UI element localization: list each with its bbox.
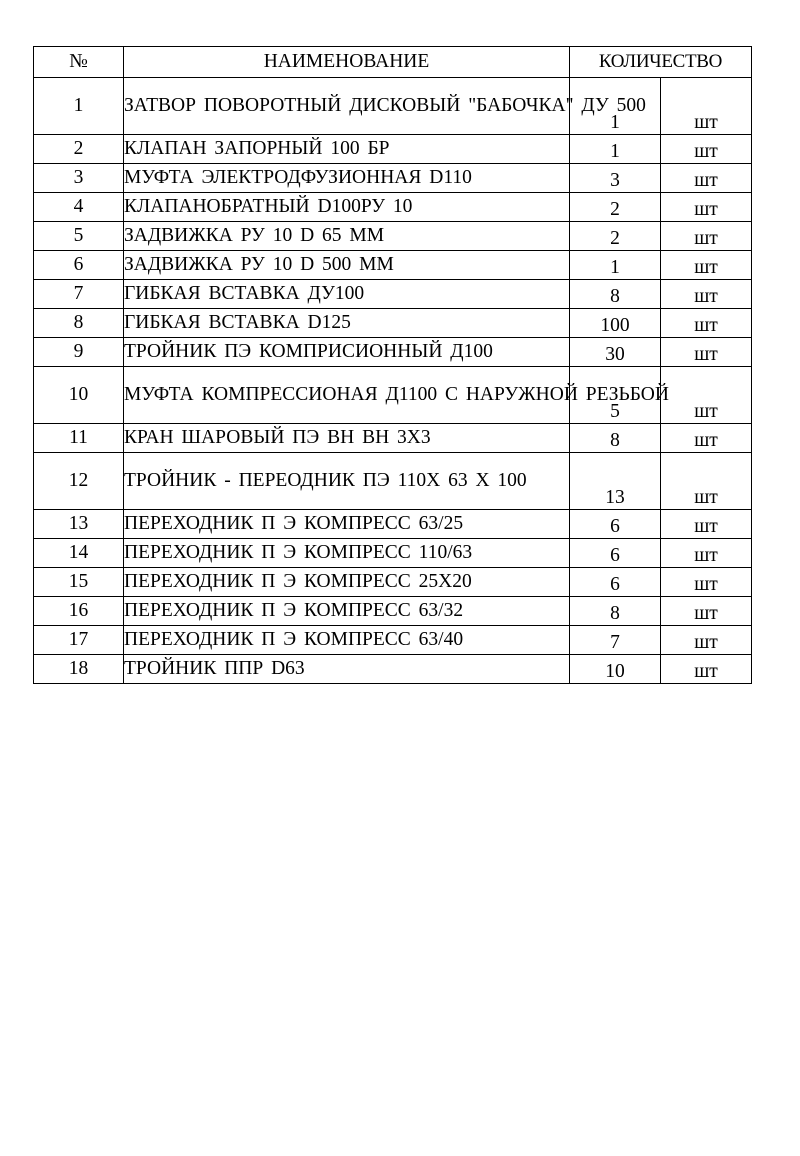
specification-table: [33, 46, 752, 684]
header-number: №: [34, 47, 124, 78]
row-unit: шт: [661, 453, 752, 510]
row-name: ТРОЙНИК - ПЕРЕОДНИК ПЭ 110Х 63 Х 100: [124, 453, 570, 510]
row-unit: шт: [661, 539, 752, 568]
row-number: 16: [34, 597, 124, 626]
row-quantity: 6: [570, 539, 661, 568]
row-quantity: 2: [570, 222, 661, 251]
row-number: 5: [34, 222, 124, 251]
row-quantity: 3: [570, 164, 661, 193]
row-number: 9: [34, 338, 124, 367]
table-row: [34, 251, 752, 280]
table-row: [34, 510, 752, 539]
row-quantity: 1: [570, 135, 661, 164]
table-row: [34, 597, 752, 626]
row-name: МУФТА ЭЛЕКТРОДФУЗИОННАЯ D110: [124, 164, 570, 193]
row-unit: шт: [661, 626, 752, 655]
table-row: [34, 626, 752, 655]
row-name: ЗАДВИЖКА РУ 10 D 500 ММ: [124, 251, 570, 280]
row-number: 17: [34, 626, 124, 655]
row-unit: шт: [661, 655, 752, 684]
row-name: КЛАПАНОБРАТНЫЙ D100РУ 10: [124, 193, 570, 222]
table-row: [34, 539, 752, 568]
row-quantity: 6: [570, 510, 661, 539]
row-unit: шт: [661, 568, 752, 597]
row-number: 3: [34, 164, 124, 193]
header-quantity: КОЛИЧЕСТВО: [570, 47, 752, 78]
row-unit: шт: [661, 78, 752, 135]
row-quantity: 13: [570, 453, 661, 510]
table-row: [34, 193, 752, 222]
row-number: 14: [34, 539, 124, 568]
row-unit: шт: [661, 280, 752, 309]
row-quantity: 5: [570, 367, 661, 424]
row-name: ЗАТВОР ПОВОРОТНЫЙ ДИСКОВЫЙ "БАБОЧКА" ДУ 500: [124, 78, 570, 135]
row-unit: шт: [661, 309, 752, 338]
row-name: КЛАПАН ЗАПОРНЫЙ 100 БР: [124, 135, 570, 164]
row-number: 8: [34, 309, 124, 338]
row-name: ГИБКАЯ ВСТАВКА D125: [124, 309, 570, 338]
row-number: 13: [34, 510, 124, 539]
row-number: 12: [34, 453, 124, 510]
row-unit: шт: [661, 367, 752, 424]
row-name: ТРОЙНИК ПЭ КОМПРИСИОННЫЙ Д100: [124, 338, 570, 367]
row-quantity: 100: [570, 309, 661, 338]
row-unit: шт: [661, 251, 752, 280]
table-row: [34, 338, 752, 367]
row-quantity: 8: [570, 280, 661, 309]
row-unit: шт: [661, 510, 752, 539]
table-row: [34, 424, 752, 453]
row-unit: шт: [661, 338, 752, 367]
row-number: 4: [34, 193, 124, 222]
table-row: [34, 568, 752, 597]
row-number: 7: [34, 280, 124, 309]
table-row: [34, 222, 752, 251]
table-row: [34, 280, 752, 309]
row-quantity: 1: [570, 251, 661, 280]
row-name: ЗАДВИЖКА РУ 10 D 65 ММ: [124, 222, 570, 251]
table-row: [34, 453, 752, 510]
row-name: ПЕРЕХОДНИК П Э КОМПРЕСС 63/25: [124, 510, 570, 539]
row-number: 15: [34, 568, 124, 597]
table-header-row: [34, 47, 752, 78]
row-name: ПЕРЕХОДНИК П Э КОМПРЕСС 63/32: [124, 597, 570, 626]
row-name: ПЕРЕХОДНИК П Э КОМПРЕСС 110/63: [124, 539, 570, 568]
row-quantity: 8: [570, 424, 661, 453]
row-unit: шт: [661, 135, 752, 164]
row-name: МУФТА КОМПРЕССИОНАЯ Д1100 С НАРУЖНОЙ РЕЗЬБОЙ: [124, 367, 570, 424]
table-row: [34, 367, 752, 424]
row-name: ПЕРЕХОДНИК П Э КОМПРЕСС 63/40: [124, 626, 570, 655]
table-row: [34, 164, 752, 193]
table-row: [34, 78, 752, 135]
table-row: [34, 309, 752, 338]
table-row: [34, 655, 752, 684]
row-quantity: 10: [570, 655, 661, 684]
row-unit: шт: [661, 222, 752, 251]
row-unit: шт: [661, 424, 752, 453]
row-quantity: 7: [570, 626, 661, 655]
header-name: НАИМЕНОВАНИЕ: [124, 47, 570, 78]
row-quantity: 8: [570, 597, 661, 626]
row-number: 1: [34, 78, 124, 135]
row-unit: шт: [661, 193, 752, 222]
row-number: 2: [34, 135, 124, 164]
row-name: ПЕРЕХОДНИК П Э КОМПРЕСС 25Х20: [124, 568, 570, 597]
row-quantity: 2: [570, 193, 661, 222]
row-quantity: 30: [570, 338, 661, 367]
row-number: 18: [34, 655, 124, 684]
row-unit: шт: [661, 597, 752, 626]
row-name: ТРОЙНИК ППР D63: [124, 655, 570, 684]
table-row: [34, 135, 752, 164]
row-quantity: 6: [570, 568, 661, 597]
row-unit: шт: [661, 164, 752, 193]
row-quantity: 1: [570, 78, 661, 135]
row-number: 10: [34, 367, 124, 424]
row-name: ГИБКАЯ ВСТАВКА ДУ100: [124, 280, 570, 309]
row-number: 6: [34, 251, 124, 280]
row-number: 11: [34, 424, 124, 453]
table-body: [34, 78, 752, 684]
row-name: КРАН ШАРОВЫЙ ПЭ ВН ВН 3Х3: [124, 424, 570, 453]
